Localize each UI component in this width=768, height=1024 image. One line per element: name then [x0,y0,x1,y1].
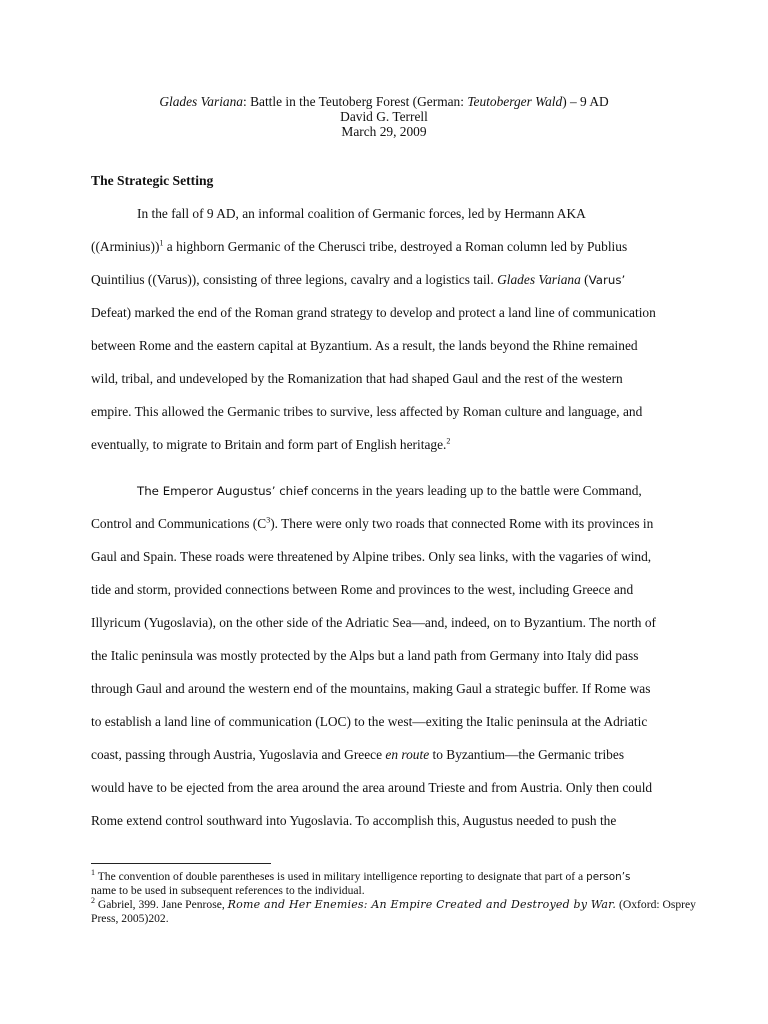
footnote-ref[interactable]: 1 [159,238,164,248]
paragraph-line: The Emperor Augustus’ chief concerns in the years leading up to the battle were Command, [137,483,642,498]
paragraph-line: tide and storm, provided connections between Rome and provinces to the west, including Greece and [91,582,634,597]
footnote-2-cont: Press, 2005)202. [91,912,169,925]
paragraph-line: would have to be ejected from the area around the area around Trieste and from Austria. Only then could [91,780,653,795]
paragraph-line: Quintilius ((Varus)), consisting of three legions, cavalry and a logistics tail. Glades Variana (Varus’ [91,272,626,287]
paragraph-line: wild, tribal, and undeveloped by the Romanization that had shaped Gaul and the rest of the western [91,371,623,386]
paragraph-line: coast, passing through Austria, Yugoslavia and Greece en route to Byzantium—the Germanic tribes [91,747,625,762]
paragraph-line: Rome extend control southward into Yugoslavia. To accomplish this, Augustus needed to push the [91,813,617,828]
document-title: Glades Variana: Battle in the Teutoberg Forest (German: Teutoberger Wald) – 9 AD [159,94,609,109]
section-heading: The Strategic Setting [91,173,214,188]
footnote-1-cont: name to be used in subsequent references to the individual. [91,884,365,897]
paragraph-line: through Gaul and around the western end of the mountains, making Gaul a strategic buffer. If Rome was [91,681,651,696]
footnote-2: $^2$ Gabriel, 399. Jane Penrose, Rome and Her Enemies: An Empire Created and Destroyed by War. (Oxford: Osprey [91,896,696,911]
paragraph-line: Gaul and Spain. These roads were threatened by Alpine tribes. Only sea links, with the vagaries of wind, [91,549,652,564]
paragraph-line: Illyricum (Yugoslavia), on the other side of the Adriatic Sea—and, indeed, on to Byzantium. The north of [91,615,657,630]
footnote-divider [91,863,271,864]
paragraph-line: the Italic peninsula was mostly protected by the Alps but a land path from Germany into Italy did pass [91,648,639,663]
document-author: David G. Terrell [340,109,428,124]
paragraph-line: empire. This allowed the Germanic tribes to survive, less affected by Roman culture and language, and [91,404,643,419]
paragraph-line: eventually, to migrate to Britain and form part of English heritage.$^2$ [91,436,451,452]
paragraph-line: ((Arminius))$^1$ a highborn Germanic of the Cherusci tribe, destroyed a Roman column led by Publius [91,238,628,254]
footnote-1: $^1$ The convention of double parentheses is used in military intelligence reporting to designate that part of a person’s [91,868,631,883]
paragraph-line: Defeat) marked the end of the Roman grand strategy to develop and protect a land line of communication [91,305,656,320]
paragraph-line: to establish a land line of communication (LOC) to the west—exiting the Italic peninsula at the Adriatic [91,714,648,729]
paragraph-line: Control and Communications $(C^3)$. There were only two roads that connected Rome with its provinces in [91,515,654,531]
document-date: March 29, 2009 [341,124,427,139]
paragraph-line: between Rome and the eastern capital at Byzantium. As a result, the lands beyond the Rhine remained [91,338,638,353]
paragraph-line: In the fall of 9 AD, an informal coalition of Germanic forces, led by Hermann AKA [137,206,586,221]
document-header [0,94,768,139]
footnote-ref[interactable]: 2 [446,436,451,446]
